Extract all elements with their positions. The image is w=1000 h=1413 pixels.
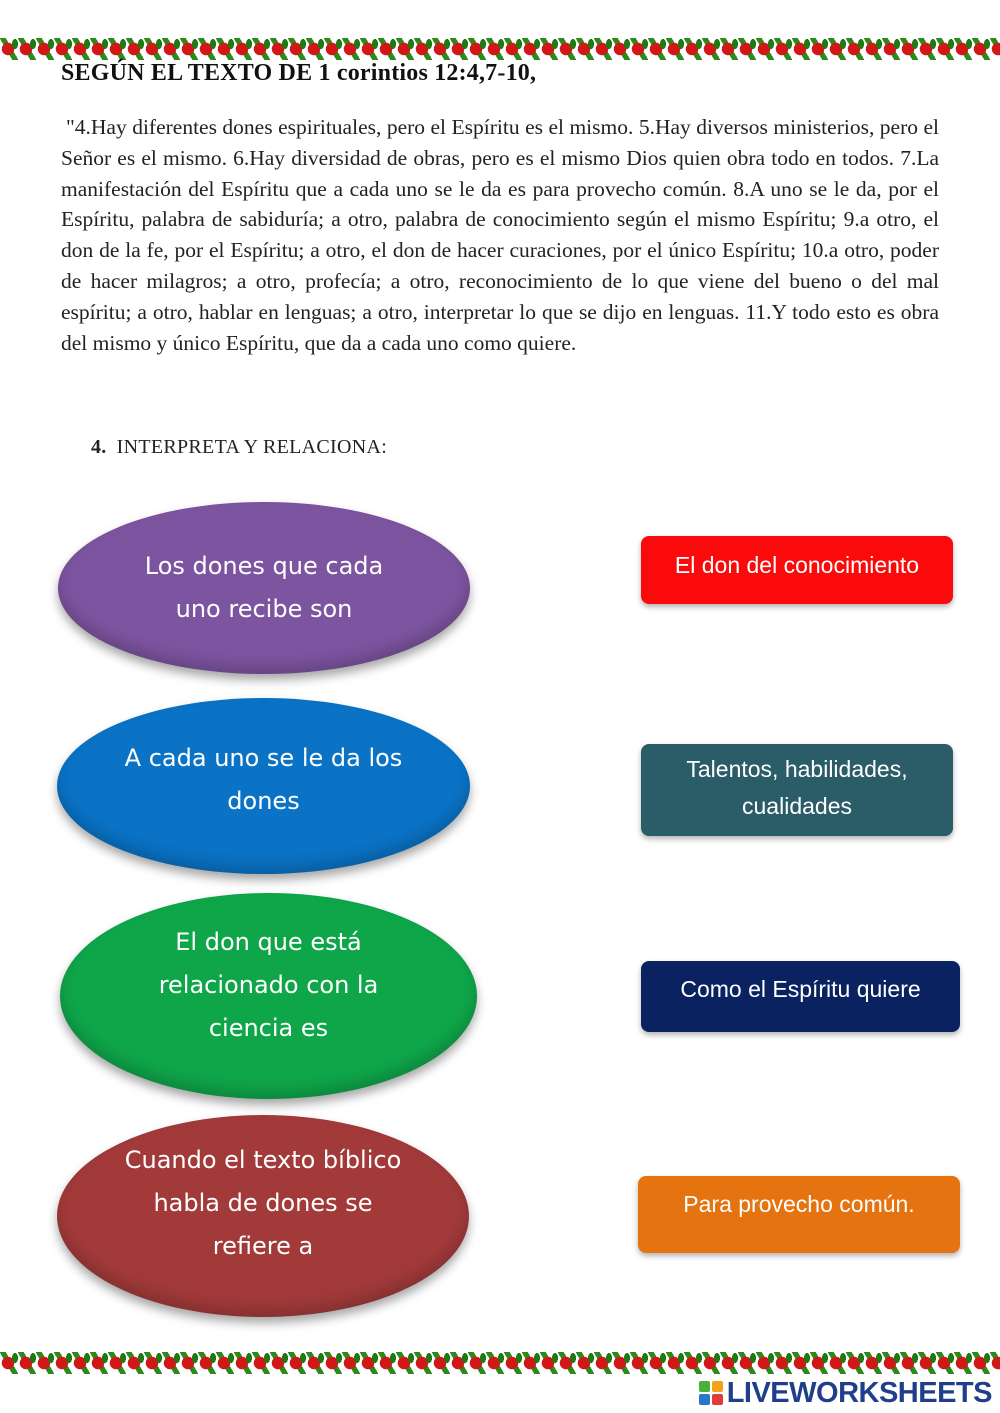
prompt-text: Los dones que cada uno recibe son xyxy=(144,552,384,623)
answer-box-1[interactable] xyxy=(641,536,953,604)
answer-text: Para provecho común. xyxy=(683,1191,915,1217)
answer-text: Como el Espíritu quiere xyxy=(680,976,921,1002)
answer-text: El don del conocimiento xyxy=(674,551,920,578)
prompt-oval-2 xyxy=(57,698,470,874)
liveworksheets-logo[interactable] xyxy=(699,1376,992,1410)
scripture-passage: "4.Hay diferentes dones espirituales, pero el Espíritu es el mismo. 5.Hay diversos ministerios, pero el Señor es el mismo. 6.Hay diversidad de obras, pero es el mismo Dios quien obra todo en todos. 7.La manifestación del Espíritu que a cada uno se le da es para provecho común. 8.A uno se le da, por el Espíritu, palabra de sabiduría; a otro, palabra de conocimiento según el mismo Espíritu; 9.a otro, el don de la fe, por el Espíritu; a otro, el don de hacer curaciones, por el único Espíritu; 10.a otro, poder de hacer milagros; a otro, profecía; a otro, reconocimiento de lo que viene del bueno o del mal espíritu; a otro, hablar en lenguas; a otro, interpretar lo que se dijo en lenguas. 11.Y todo esto es obra del mismo y único Espíritu, que da a cada uno como quiere. xyxy=(61,115,939,355)
brand-name: LIVEWORKSHEETS xyxy=(726,1376,992,1409)
prompt-oval-1 xyxy=(58,502,470,674)
prompt-text: A cada uno se le da los dones xyxy=(124,744,403,815)
prompt-text: El don que está relacionado con la ciencia es xyxy=(158,927,379,1042)
answer-box-2[interactable] xyxy=(641,744,953,836)
prompt-oval-4 xyxy=(57,1115,469,1317)
answer-text: Talentos, habilidades, cualidades xyxy=(686,756,908,819)
exercise-number: 4. xyxy=(91,436,107,458)
decorative-border-bottom xyxy=(0,1352,1000,1374)
page-heading: SEGÚN EL TEXTO DE 1 corintios 12:4,7-10, xyxy=(61,60,537,86)
answer-box-3[interactable] xyxy=(641,961,960,1032)
exercise-title: INTERPRETA Y RELACIONA: xyxy=(116,436,388,458)
decorative-border-top xyxy=(0,38,1000,60)
answer-box-4[interactable] xyxy=(638,1176,960,1253)
prompt-oval-3 xyxy=(60,893,477,1099)
prompt-text: Cuando el texto bíblico habla de dones se refiere a xyxy=(124,1145,402,1260)
logo-grid-icon xyxy=(699,1381,723,1405)
exercise-instruction xyxy=(91,436,387,459)
